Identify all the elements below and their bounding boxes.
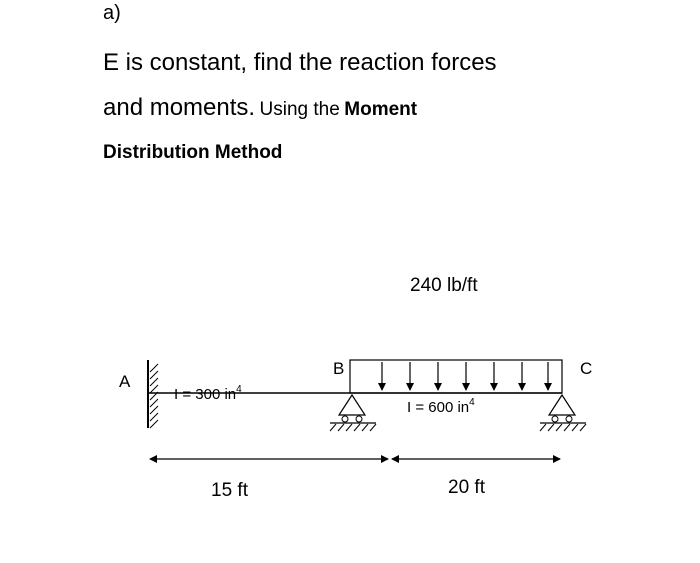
problem-line-1: E is constant, find the reaction forces — [103, 49, 497, 76]
support-c — [540, 395, 586, 431]
support-c-label: C — [580, 359, 593, 378]
span-bc-inertia-label: I = 600 $in^4$ — [407, 397, 475, 416]
distributed-load — [350, 360, 562, 393]
problem-line-2-bold: Moment — [344, 99, 418, 120]
part-label: a) — [103, 2, 121, 24]
span-bc-length-label: 20 ft — [448, 477, 485, 498]
distributed-load-label: 240 lb/ft — [410, 275, 478, 296]
problem-line-2-main: and moments. — [103, 94, 256, 121]
span-ab-length-label: 15 ft — [211, 480, 248, 501]
support-b-label: B — [333, 359, 345, 378]
problem-line-2-small: Using the — [259, 99, 340, 120]
support-a-label: A — [119, 372, 131, 391]
support-b — [330, 395, 376, 431]
fixed-support-a — [148, 360, 158, 428]
problem-line-3-bold: Distribution Method — [103, 142, 283, 163]
span-ab-inertia-label: I = 300 $in^4$ — [174, 384, 242, 403]
